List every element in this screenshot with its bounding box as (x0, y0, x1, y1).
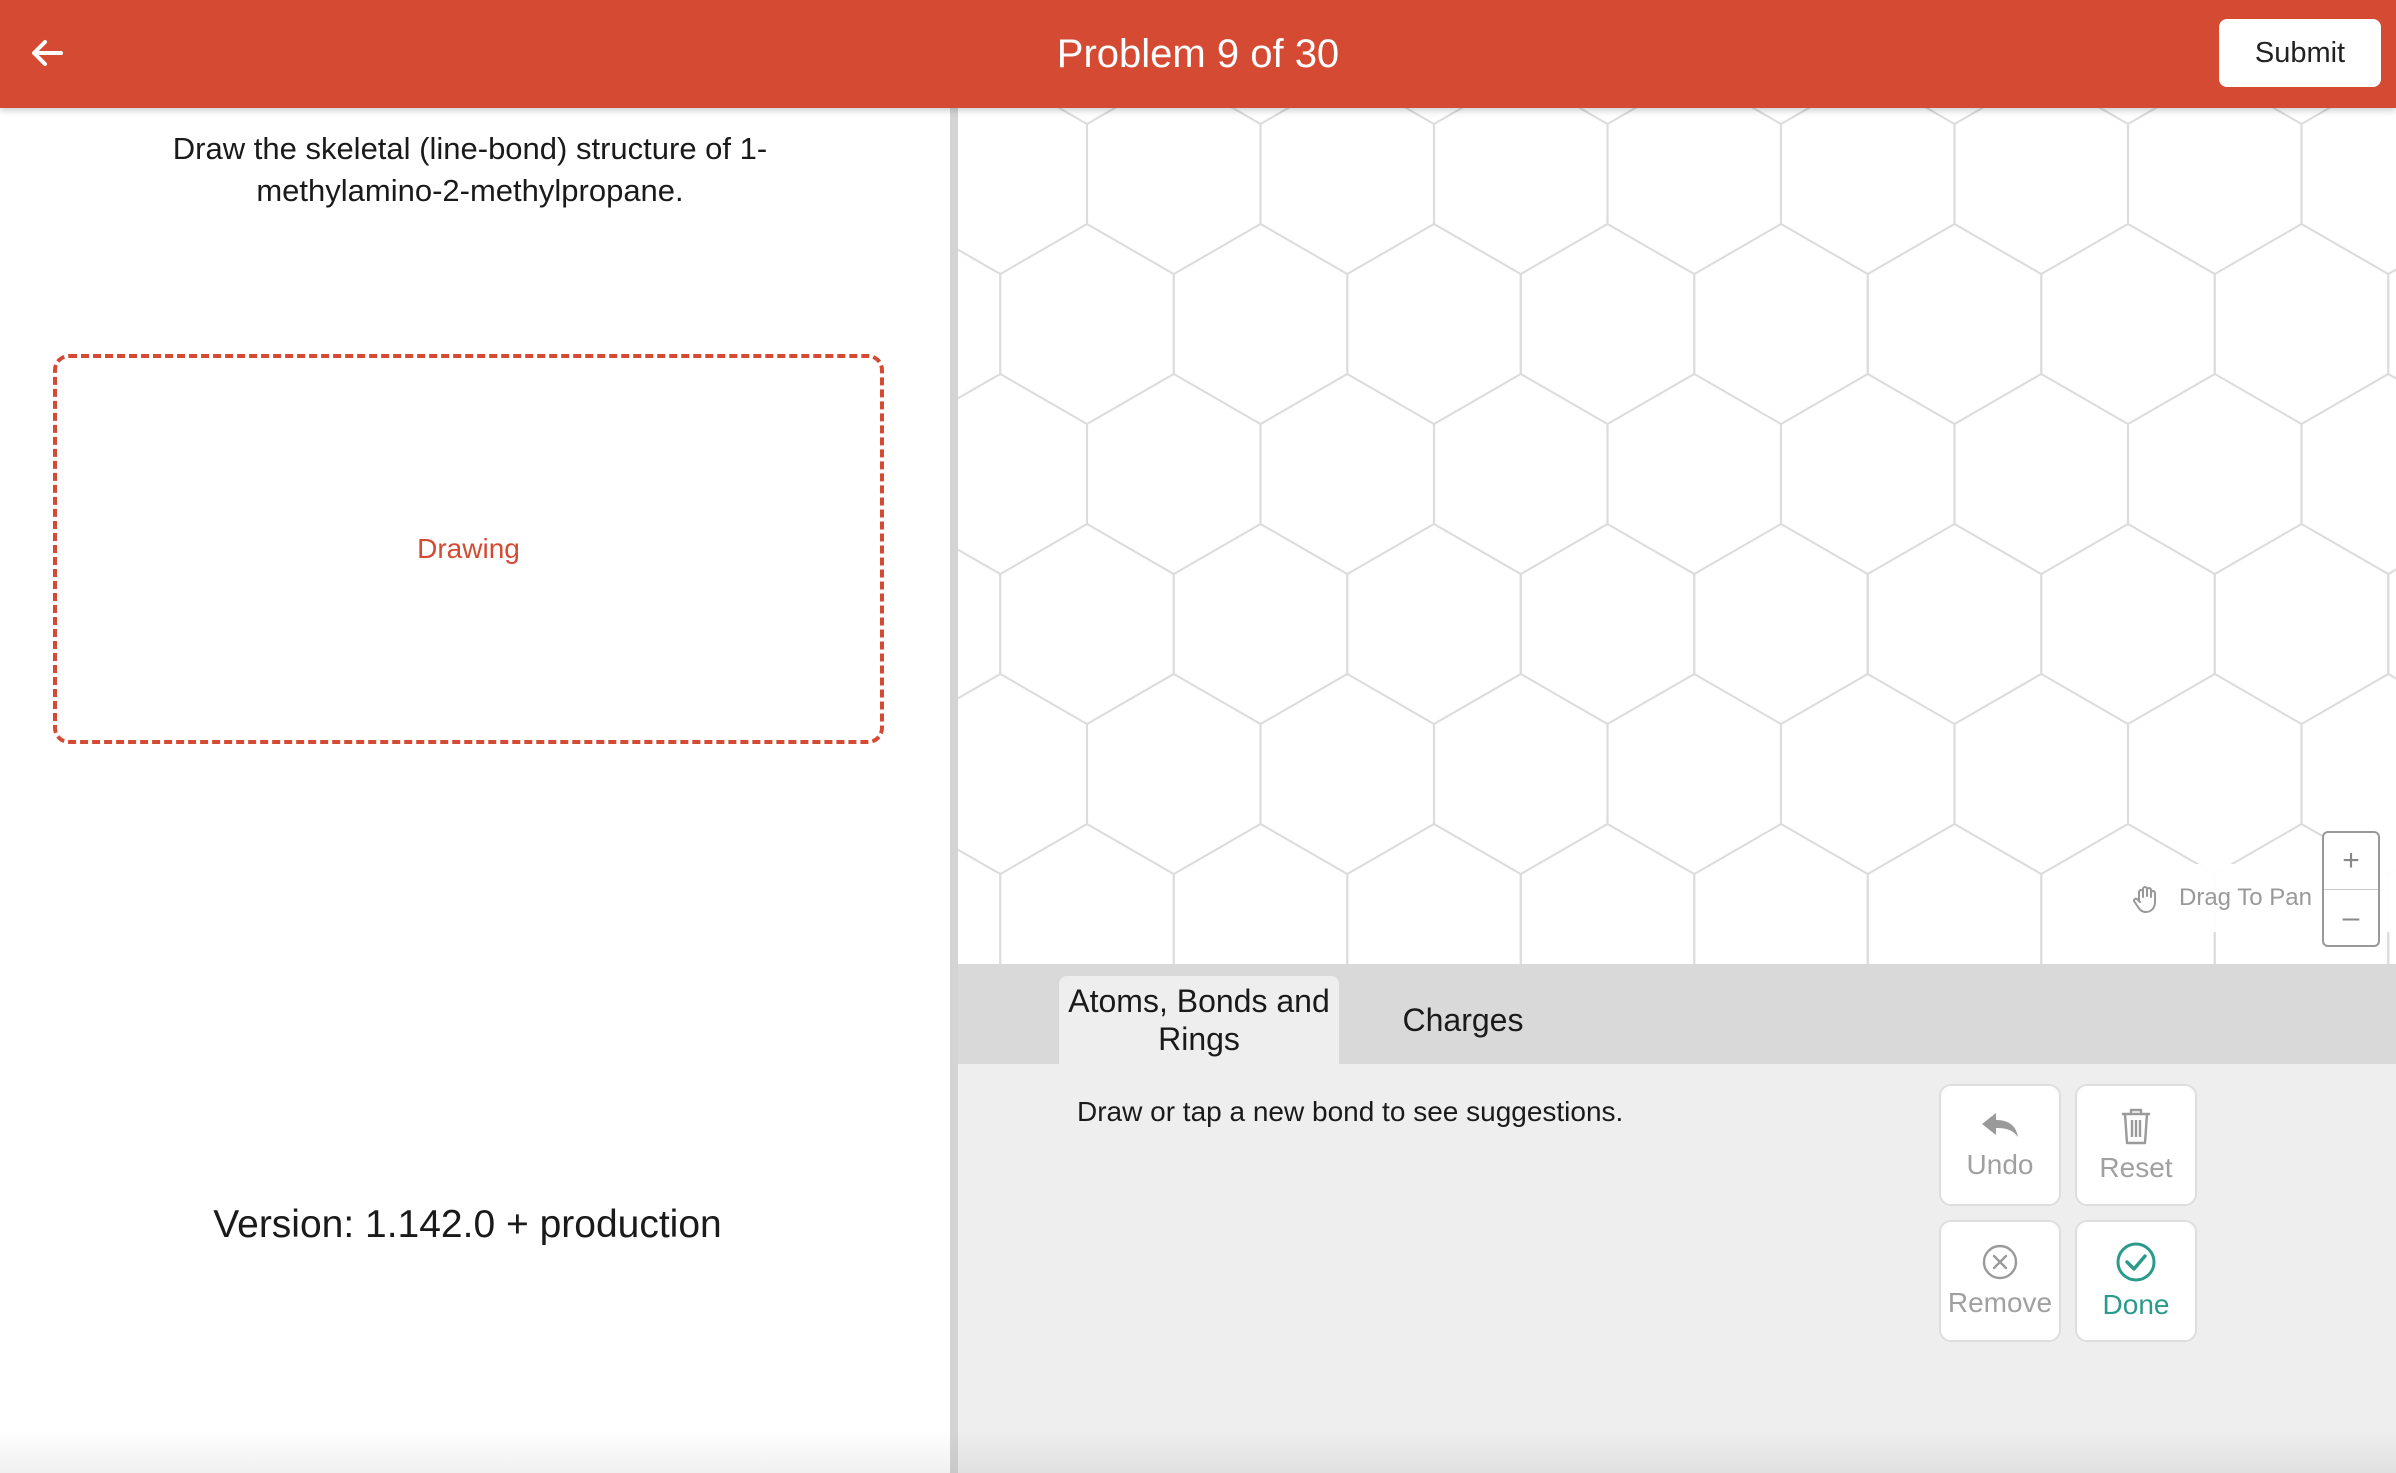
page-title: Problem 9 of 30 (1056, 32, 1340, 76)
undo-icon (1978, 1109, 2022, 1143)
question-panel (0, 108, 950, 1473)
zoom-in-button[interactable]: + (2324, 833, 2378, 890)
question-text: Draw the skeletal (line-bond) structure of 1-methylamino-2-methylpropane. (172, 131, 768, 208)
drawing-label: Drawing (417, 533, 520, 564)
check-circle-icon (2115, 1241, 2157, 1283)
remove-button[interactable] (1939, 1220, 2061, 1342)
hex-grid (958, 108, 2396, 964)
tab-charges[interactable]: Charges (1402, 1001, 1524, 1038)
remove-label: Remove (1947, 1287, 2053, 1318)
done-button[interactable] (2075, 1220, 2197, 1342)
tab-atoms-bonds-rings[interactable]: Atoms, Bonds and Rings (1059, 976, 1339, 1064)
tool-tabs (958, 964, 2396, 1064)
panel-divider (950, 108, 958, 1473)
hand-icon (2129, 880, 2165, 916)
tools-panel (958, 1064, 2396, 1473)
remove-icon (1981, 1243, 2019, 1281)
zoom-out-button[interactable]: – (2342, 901, 2360, 934)
drawing-answer-box[interactable] (53, 354, 884, 744)
submit-button[interactable]: Submit (2219, 19, 2381, 87)
reset-button[interactable] (2075, 1084, 2197, 1206)
drawing-canvas[interactable] (958, 108, 2396, 964)
drag-to-pan-label: Drag To Pan (2179, 884, 2312, 911)
version-text: Version: 1.142.0 + production (213, 1203, 722, 1246)
undo-button[interactable] (1939, 1084, 2061, 1206)
suggestion-hint: Draw or tap a new bond to see suggestions. (1077, 1096, 1624, 1127)
reset-label: Reset (2099, 1152, 2173, 1183)
zoom-control (2322, 831, 2380, 947)
trash-icon (2118, 1106, 2154, 1146)
undo-label: Undo (1966, 1149, 2034, 1180)
done-label: Done (2102, 1289, 2170, 1320)
top-bar (0, 0, 2396, 108)
hex-grid-lines (958, 108, 2396, 964)
